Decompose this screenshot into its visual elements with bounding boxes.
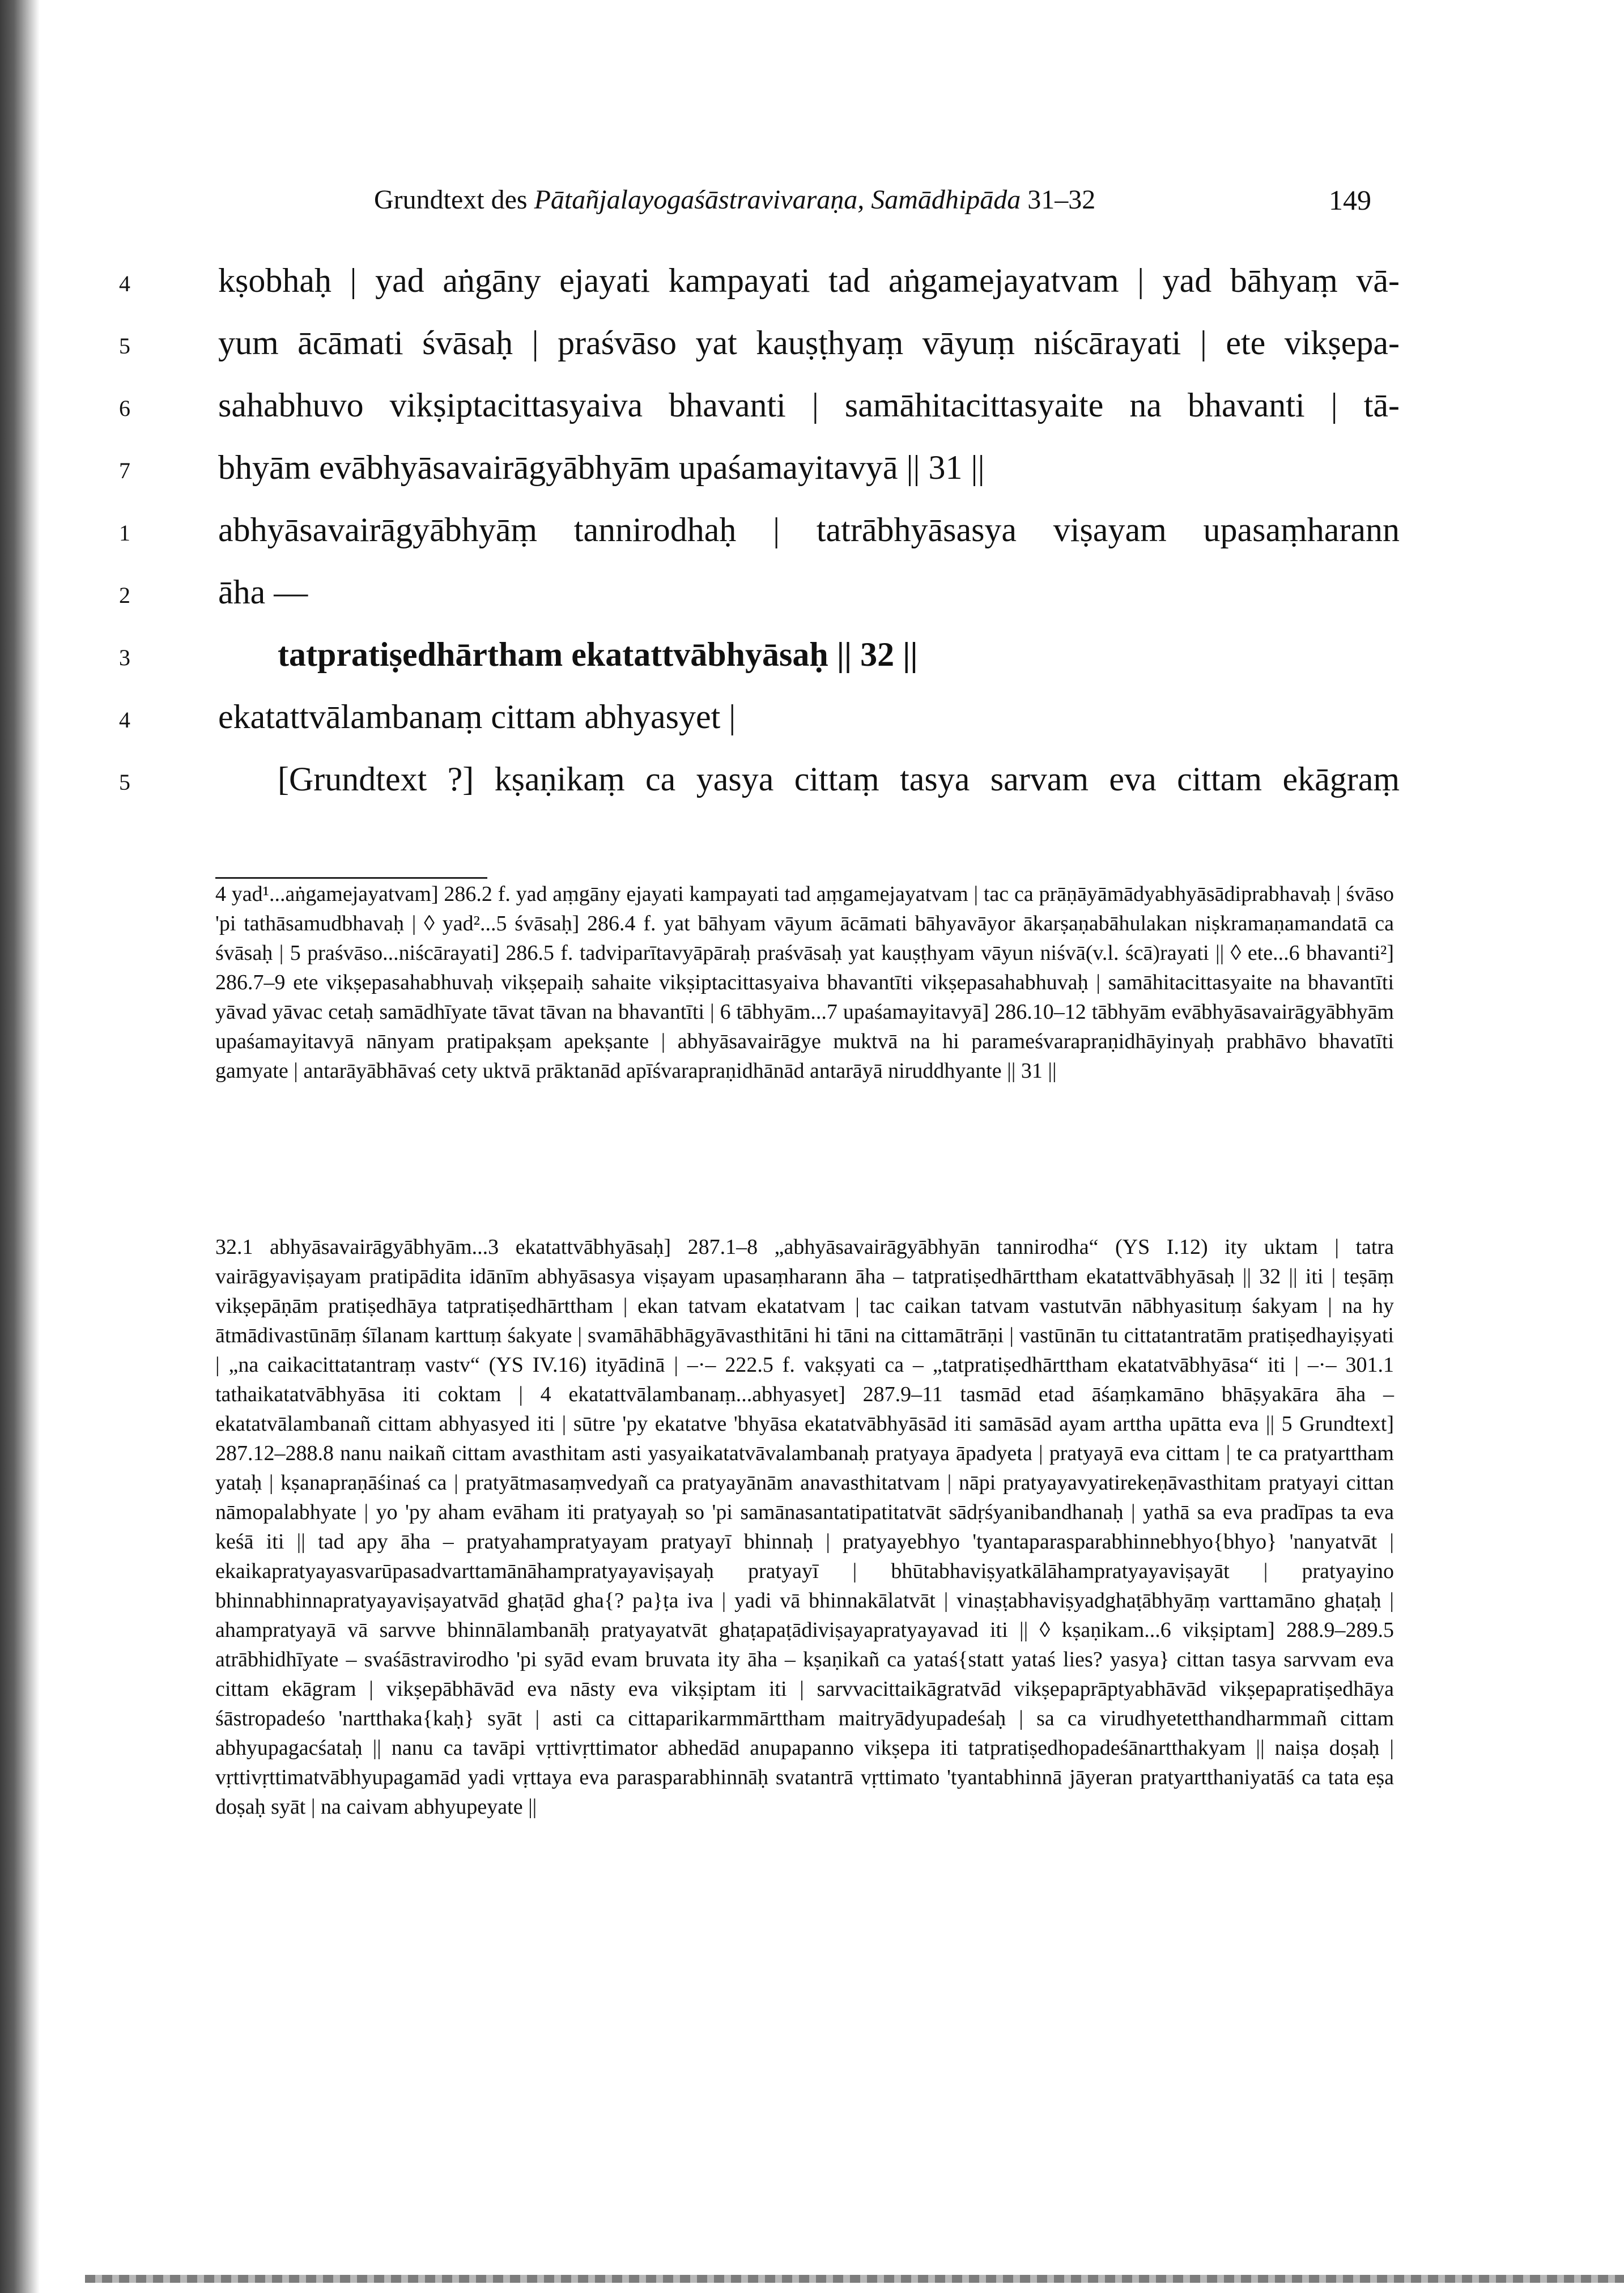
line-text: abhyāsavairāgyābhyāṃ tannirodhaḥ | tatrābhyāsasya viṣayam upasaṃharann	[218, 511, 1400, 548]
line-text: kṣobhaḥ | yad aṅgāny ejayati kampayati tad aṅgamejayatvam | yad bāhyaṃ vā-	[218, 262, 1400, 299]
apparatus-note-32	[215, 1232, 1394, 1822]
line-number: 2	[119, 582, 130, 608]
text-line	[119, 436, 1400, 499]
apparatus-note-31	[215, 879, 1394, 1086]
line-text: [Grundtext ?] kṣaṇikaṃ ca yasya cittaṃ tasya sarvam eva cittam ekāgraṃ	[278, 760, 1400, 798]
sutra-line	[119, 623, 1400, 686]
scan-shadow	[0, 0, 40, 2293]
text-line	[119, 748, 1400, 810]
commentary-section-31	[119, 249, 1400, 499]
header-title-suffix: 31–32	[1021, 185, 1096, 215]
line-number: 5	[119, 333, 130, 359]
text-line	[119, 374, 1400, 436]
line-number: 5	[119, 769, 130, 795]
page-number: 149	[1329, 184, 1371, 216]
line-number: 7	[119, 458, 130, 483]
note-paragraph: 4 yad¹...aṅgamejayatvam] 286.2 f. yad aṃgāny ejayati kampayati tad aṃgamejayatvam | tac ca prāṇāyāmādyabhyāsādiprabhavaḥ | śvāso 'pi tathāsamudbhavaḥ | ◊ yad²...5 śvāsaḥ] 286.4 f. yat bāhyam vāyum ācāmati bāhyavāyor ākarṣaṇabāhulakan niṣkramaṇamandatā ca śvāsaḥ | 5 praśvāso...niścārayati] 286.5 f. tadviparītavyāpāraḥ praśvāsaḥ yat kauṣṭhyam vāyun niśvā(v.l. ścā)rayati || ◊ ete...6 bhavanti²] 286.7–9 ete vikṣepasahabhuvaḥ vikṣepaiḥ sahaite vikṣiptacittasyaiva bhavantīti vikṣepasahabhuvaḥ | samāhitacittasyaite na bhavantīti yāvad yāvac cetaḥ samādhīyate tāvat tāvan na bhavantīti | 6 tābhyām...7 upaśamayitavyā] 286.10–12 tābhyām evābhyāsavairāgyābhyām upaśamayitavyā nānyam pratipakṣam apekṣante | abhyāsavairāgye muktvā na hi parameśvarapraṇidhāyinyaḥ prabhāvo bhavatīti gamyate | antarāyābhāvaś cety uktvā prāktanād apīśvarapraṇidhānād antarāyā niruddhyante || 31 ||	[215, 882, 1394, 1083]
scan-bottom-edge	[85, 2275, 1624, 2283]
header-title-prefix: Grundtext des	[374, 185, 534, 215]
line-text: bhyām evābhyāsavairāgyābhyām upaśamayitavyā || 31 ||	[218, 449, 985, 486]
header-title	[374, 180, 1095, 220]
text-line	[119, 499, 1400, 561]
commentary-section-32	[119, 499, 1400, 810]
footnote-divider	[215, 877, 487, 879]
text-line	[119, 312, 1400, 374]
header-title-italic: Pātañjalayogaśāstravivaraṇa, Samādhipāda	[534, 185, 1021, 215]
line-number: 1	[119, 520, 130, 546]
line-text: sahabhuvo vikṣiptacittasyaiva bhavanti | samāhitacittasyaite na bhavanti | tā-	[218, 386, 1400, 424]
line-number: 6	[119, 395, 130, 421]
note-paragraph: 32.1 abhyāsavairāgyābhyām...3 ekatattvābhyāsaḥ] 287.1–8 „abhyāsavairāgyābhyān tannirodha“ (YS I.12) ity uktam | tatra vairāgyaviṣayam pratipādita idānīm abhyāsasya viṣayam upasaṃharann āha – tatpratiṣedhārttham ekatattvābhyāsaḥ || 32 || iti | teṣāṃ vikṣepāṇām pratiṣedhāya tatpratiṣedhārttham | ekan tatvam ekatatvam | tac caikan tatvam vastutvān nābhyasituṃ śakyam | na hy ātmādivastūnāṃ śīlanam karttuṃ śakyate | svamāhābhāgyāvasthitāni hi tāni na cittamātrāṇi | vastūnān tu cittatantratām pratiṣedhayiṣyati | „na caikacittatantraṃ vastv“ (YS IV.16) ityādinā | –·– 222.5 f. vakṣyati ca – „tatpratiṣedhārttham ekatatvābhyāsa“ iti | –·– 301.1 tathaikatatvābhyāsa iti coktam | 4 ekatattvālambanaṃ...abhyasyet] 287.9–11 tasmād etad āśaṃkamāno bhāṣyakāra āha – ekatatvālambanañ cittam abhyasyed iti | sūtre 'py ekatatve 'bhyāsa ekatatvābhyāsād iti samāsād ayam arttha upātta eva || 5 Grundtext] 287.12–288.8 nanu naikañ cittam avasthitam asti yasyaikatatvāvalambanaḥ pratyaya āpadyeta | pratyayā eva cittam | te ca pratyarttham yataḥ | kṣanapraṇāśinaś ca | pratyātmasaṃvedyañ ca pratyayānām anavasthitatvam | nāpi pratyayavyatirekeṇāvasthitam pratyayi cittan nāmopalabhyate | yo 'py aham evāham iti pratyayaḥ so 'pi samānasantatipatitatvāt sādṛśyanibandhanaḥ | yathā sa eva pradīpas ta eva keśā iti || tad apy āha – pratyahampratyayam pratyayī bhinnaḥ | pratyayebhyo 'tyantaparasparabhinnebhyo{bhyo} 'nanyatvāt | ekaikapratyayasvarūpasadvarttamānāhampratyayaviṣayaḥ pratyayī | bhūtabhaviṣyatkālāhampratyayaviṣayāt | pratyayino bhinnabhinnapratyayaviṣayatvād ghaṭād gha{? pa}ṭa iva | yadi vā bhinnakālatvāt | vinaṣṭabhaviṣyadghaṭābhyāṃ varttamāno ghaṭaḥ | ahampratyayā vā sarvve bhinnālambanāḥ pratyayatvāt ghaṭapaṭādiviṣayapratyayavad iti || ◊ kṣaṇikam...6 vikṣiptam] 288.9–289.5 atrābhidhīyate – svaśāstravirodho 'pi syād evam bruvata ity āha – kṣaṇikañ ca yataś{statt yataś lies? yasya} cittan tasya sarvvam eva cittam ekāgram | vikṣepābhāvād eva nāsty eva vikṣiptam iti | sarvvacittaikāgratvād vikṣepaprāptyabhāvād vikṣepapratiṣedhāya śāstropadeśo 'nartthaka{kaḥ} syāt | asti ca cittaparikarmmārttham maitryādyupadeśaḥ | sa ca virudhyetetthandharmmañ cittam abhyupagacśataḥ || nanu ca tavāpi vṛttivṛttimator abhedād anupapanno vikṣepa iti tatpratiṣedhopadeśānartthakyam || naiṣa doṣaḥ | vṛttivṛttimatvābhyupagamād yadi vṛttaya eva parasparabhinnāḥ svatantrā vṛttimato 'tyantabhinnā jāyeran pratyartthaniyatāś ca tata eṣa doṣaḥ syāt | na caivam abhyupeyate ||	[215, 1235, 1394, 1819]
line-number: 4	[119, 271, 130, 296]
sutra-text: tatpratiṣedhārtham ekatattvābhyāsaḥ || 32 ||	[278, 636, 918, 673]
line-text: yum ācāmati śvāsaḥ | praśvāso yat kauṣṭhyaṃ vāyuṃ niścārayati | ete vikṣepa-	[218, 324, 1400, 361]
line-text: ekatattvālambanaṃ cittam abhyasyet |	[218, 698, 736, 735]
text-line	[119, 561, 1400, 623]
line-number: 3	[119, 645, 130, 670]
text-line	[119, 686, 1400, 748]
line-text: āha —	[218, 573, 308, 611]
line-number: 4	[119, 707, 130, 733]
running-head	[374, 180, 1371, 220]
text-line	[119, 249, 1400, 312]
